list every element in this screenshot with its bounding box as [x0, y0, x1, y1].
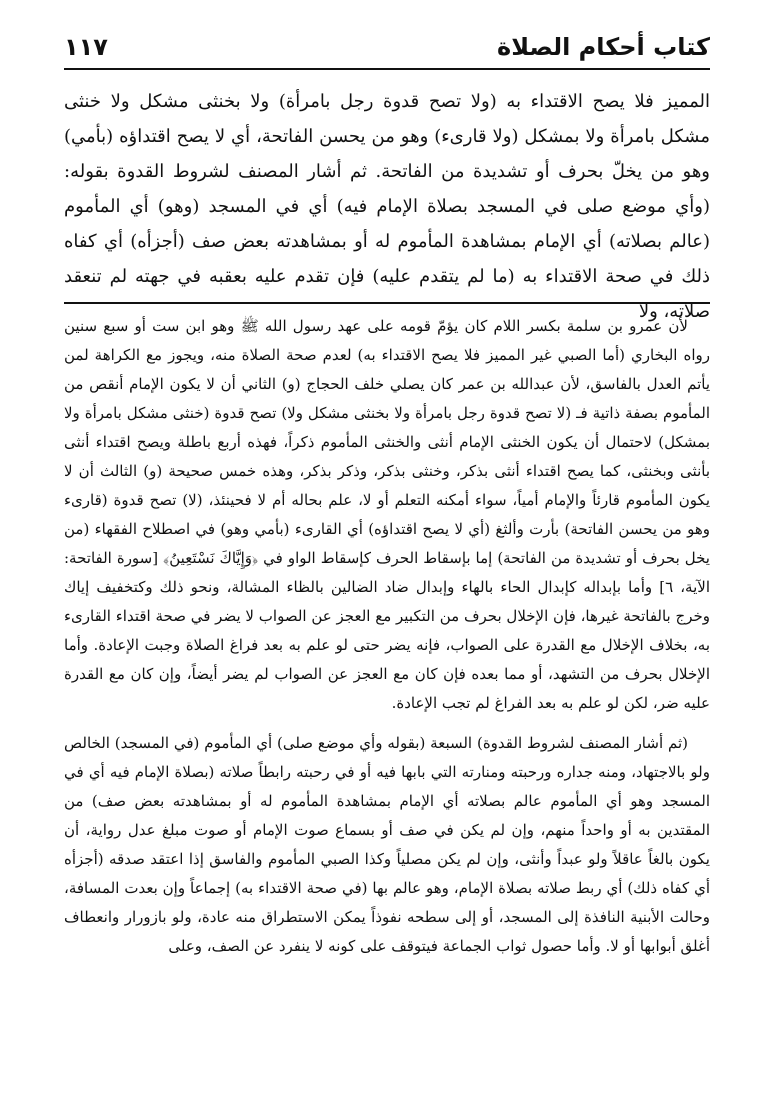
book-title: كتاب أحكام الصلاة [497, 33, 710, 62]
footnote-divider [64, 302, 710, 304]
main-paragraph: المميز فلا يصح الاقتداء به (ولا تصح قدوة رجل بامرأة) ولا بخنثى مشكل ولا خنثى مشكل بامرأة ولا بمشكل (ولا قارىء) وهو من يحسن الفاتحة، أي لا يصح اقتداؤه (بأمي) وهو من يخلّ بحرف أو تشديدة من الفاتحة. ثم أشار المصنف لشروط القدوة بقوله: (وأي موضع صلى في المسجد بصلاة الإمام فيه) أي في المسجد (وهو) أي المأموم (عالم بصلاته) أي الإمام بمشاهدة المأموم له أو بمشاهدته بعض صف (أجزأه) أي كفاه ذلك في صحة الاقتداء به (ما لم يتقدم عليه) فإن تقدم عليه بعقبه في جهته لم تنعقد صلاته، ولا [64, 91, 710, 322]
main-text [64, 84, 710, 329]
commentary-paragraph-1: لأن عمرو بن سلمة بكسر اللام كان يؤمّ قومه على عهد رسول الله ﷺ وهو ابن ست أو سبع سنين رواه البخاري (أما الصبي غير المميز فلا يصح الاقتداء به) لعدم صحة الصلاة منه، ويجوز مع الكراهة لمن يأتم العدل بالفاسق، لأن عبدالله بن عمر كان يصلي خلف الحجاج (و) الثاني أن لا يكون الإمام أنقص من المأموم بصفة ذاتية فـ (لا تصح قدوة رجل بامرأة ولا بخنثى مشكل ولا) تصح قدوة (خنثى مشكل بامرأة ولا بمشكل) لاحتمال أن يكون الخنثى الإمام أنثى والخنثى المأموم ذكراً، فهذه أربع باطلة ويصح اقتداء أنثى بأنثى وبخنثى، كما يصح اقتداء أنثى بذكر، وخنثى بذكر، وذكر بذكر، وهذه خمس صحيحة (و) الثالث أن لا يكون المأموم قارئاً والإمام أمياً، سواء أمكنه التعلم أو لا، علم بحاله أم لا فحينئذ، (لا) تصح قدوة (قارىء وهو من يحسن الفاتحة) بأرت وألثغ (أي لا يصح اقتداؤه) أي القارىء (بأمي وهو) في اصطلاح الفقهاء (من يخل بحرف أو تشديدة من الفاتحة) إما بإسقاط الحرف كإسقاط الواو في ﴿وَإِيَّاكَ نَسْتَعِينُ﴾ [سورة الفاتحة: الآية، ٦] وأما بإبداله كإبدال الحاء بالهاء وإبدال ضاد الضالين بالظاء المشالة، ونحو ذلك وكتخفيف إياك وخرج بالفاتحة غيرها، فإن الإخلال بحرف من التكبير مع العجز عن الصواب لا يضر في صحة اقتداء القارىء به، بخلاف الإخلال مع القدرة على الصواب، فإنه يضر حتى لو علم به بعد فراغ الصلاة وجبت الإعادة. وأما الإخلال بحرف من التشهد، أو مما بعده فإن كان مع العجز عن الصواب لم يضر أيضاً، وإن كان مع القدرة عليه ضر، لكن لو علم به بعد الفراغ لم تجب الإعادة. [64, 317, 710, 712]
commentary [64, 312, 710, 961]
page-header [64, 22, 710, 70]
commentary-paragraph-2: (ثم أشار المصنف لشروط القدوة) السبعة (بقوله وأي موضع صلى) أي المأموم (في المسجد) الخالص ولو بالاجتهاد، ومنه جداره ورحبته ومنارته التي بابها فيه أو في رحبته رابطاً صلاته (بصلاة الإمام فيه أي في المسجد وهو أي المأموم عالم بصلاته أي الإمام بمشاهدة المأموم له أو بمشاهدته بعض صف) من المقتدين به أو واحداً منهم، وإن لم يكن في صف أو بسماع صوت الإمام أو صوت مبلغ عدل رواية، أن يكون بالغاً عاقلاً ولو عبداً وأنثى، وإن لم يكن مصلياً وكذا الصبي المأموم والفاسق إذا اعتقد صدقه (أجزأه أي كفاه ذلك) أي ربط صلاته بصلاة الإمام، وهو عالم بها (في صحة الاقتداء به) إجماعاً وإن بعدت المسافة، وحالت الأبنية النافذة إلى المسجد، أو إلى سطحه نفوذاً يمكن الاستطراق منه عادة، ولو بازورار وانعطاف أغلق أبوابها أو لا. وأما حصول ثواب الجماعة فيتوقف على كونه لا ينفرد عن الصف، وعلى [64, 734, 710, 955]
page-number: ١١٧ [64, 33, 108, 62]
